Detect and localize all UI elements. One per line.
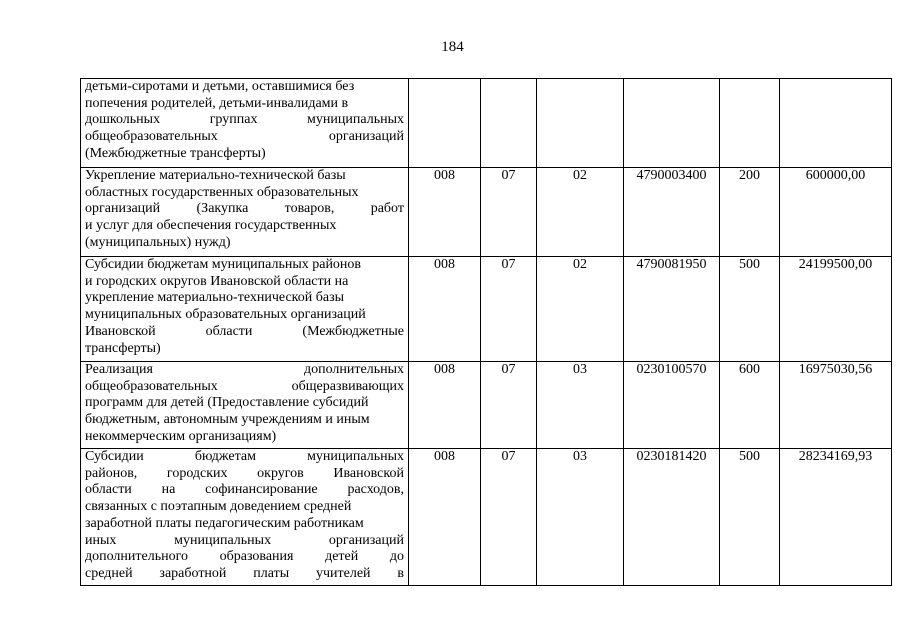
- description-word: работ: [370, 201, 404, 217]
- description-word: области: [85, 482, 132, 498]
- description-word: организаций: [328, 129, 404, 145]
- description-word: общеобразовательных: [85, 378, 218, 394]
- cell-ved: 008: [409, 257, 481, 362]
- budget-table: [80, 78, 892, 586]
- description-word: области: [205, 323, 253, 339]
- description-word: общеобразовательных: [85, 129, 218, 145]
- cell-subsection: 02: [537, 168, 624, 257]
- description-line: [85, 482, 404, 499]
- description-word: иных: [85, 532, 117, 548]
- description-word: на: [161, 482, 176, 498]
- description-word: товаров,: [284, 201, 335, 217]
- description-line: трансферты): [85, 340, 161, 356]
- cell-description: [81, 257, 409, 362]
- description-word: дополнительного: [85, 549, 188, 565]
- cell-description: [81, 449, 409, 586]
- description-word: Субсидии: [85, 449, 144, 464]
- table-row: [81, 79, 892, 168]
- cell-description: [81, 362, 409, 449]
- cell-amount: 16975030,56: [780, 362, 892, 449]
- cell-target-article: 4790081950: [624, 257, 720, 362]
- cell-amount: 600000,00: [780, 168, 892, 257]
- description-line: муниципальных образовательных организаций: [85, 307, 366, 323]
- description-line: областных государственных образовательных: [85, 184, 359, 200]
- description-word: (Межбюджетные: [302, 323, 404, 339]
- description-line: [85, 324, 404, 341]
- description-line: Укрепление материально-технической базы: [85, 168, 346, 183]
- description-line: и услуг для обеспечения государственных: [85, 218, 337, 234]
- description-word: софинансирование: [205, 482, 318, 498]
- cell-expense-type: 200: [720, 168, 780, 257]
- description-line: заработной платы педагогическим работникам: [85, 515, 364, 531]
- description-line: программ для детей (Предоставление субсидий: [85, 395, 369, 411]
- cell-ved: 008: [409, 168, 481, 257]
- cell-expense-type: [720, 79, 780, 168]
- cell-section: 07: [481, 449, 537, 586]
- description-line: укрепление материально-технической базы: [85, 290, 345, 306]
- table-row: [81, 257, 892, 362]
- description-word: дошкольных: [85, 112, 161, 128]
- description-line: [85, 533, 404, 550]
- cell-target-article: 0230181420: [624, 449, 720, 586]
- description-word: средней: [85, 565, 133, 581]
- description-word: Ивановской: [333, 465, 404, 481]
- cell-expense-type: 500: [720, 257, 780, 362]
- cell-target-article: 0230100570: [624, 362, 720, 449]
- description-line: попечения родителей, детьми-инвалидами в: [85, 95, 349, 111]
- cell-description: [81, 168, 409, 257]
- description-word: платы: [253, 565, 290, 581]
- cell-target-article: [624, 79, 720, 168]
- description-word: расходов,: [347, 482, 404, 498]
- description-line: некоммерческим организациям): [85, 428, 277, 444]
- description-word: дополнительных: [303, 362, 404, 377]
- description-line: и городских округов Ивановской области на: [85, 273, 349, 289]
- cell-section: 07: [481, 362, 537, 449]
- description-line: (муниципальных) нужд): [85, 234, 231, 250]
- description-word: организаций: [328, 532, 404, 548]
- table-row: [81, 449, 892, 586]
- cell-amount: 24199500,00: [780, 257, 892, 362]
- cell-expense-type: 600: [720, 362, 780, 449]
- description-word: муниципальных: [307, 449, 404, 464]
- description-word: округов: [257, 465, 304, 481]
- description-word: заработной: [159, 565, 227, 581]
- description-word: бюджетам: [194, 449, 256, 464]
- cell-amount: [780, 79, 892, 168]
- table-row: [81, 168, 892, 257]
- description-line: [85, 549, 404, 566]
- description-word: организаций: [85, 201, 161, 217]
- description-line: связанных с поэтапным доведением средней: [85, 499, 352, 515]
- description-word: детей: [325, 549, 359, 565]
- description-word: учителей: [315, 565, 371, 581]
- description-word: муниципальных: [307, 112, 404, 128]
- cell-section: 07: [481, 257, 537, 362]
- description-line: [85, 566, 404, 583]
- cell-expense-type: 500: [720, 449, 780, 586]
- cell-subsection: 03: [537, 449, 624, 586]
- description-word: образования: [219, 549, 294, 565]
- description-word: общеразвивающих: [291, 378, 404, 394]
- description-line: [85, 112, 404, 129]
- cell-target-article: 4790003400: [624, 168, 720, 257]
- cell-subsection: [537, 79, 624, 168]
- description-line: [85, 449, 404, 466]
- description-line: [85, 129, 404, 146]
- table-body: [81, 79, 892, 586]
- description-word: группах: [209, 112, 258, 128]
- page-number: 184: [441, 39, 464, 55]
- cell-section: [481, 79, 537, 168]
- description-line: [85, 201, 404, 218]
- description-word: Ивановской: [85, 323, 156, 339]
- cell-ved: [409, 79, 481, 168]
- cell-subsection: 03: [537, 362, 624, 449]
- description-line: Субсидии бюджетам муниципальных районов: [85, 257, 362, 272]
- description-word: (Закупка: [196, 201, 249, 217]
- description-line: детьми-сиротами и детьми, оставшимися без: [85, 79, 355, 94]
- cell-amount: 28234169,93: [780, 449, 892, 586]
- cell-ved: 008: [409, 362, 481, 449]
- description-line: (Межбюджетные трансферты): [85, 145, 266, 161]
- table-row: [81, 362, 892, 449]
- description-word: до: [389, 549, 404, 565]
- description-word: в: [397, 565, 404, 581]
- cell-section: 07: [481, 168, 537, 257]
- description-word: городских: [166, 465, 228, 481]
- description-line: бюджетным, автономным учреждениям и иным: [85, 412, 370, 428]
- cell-ved: 008: [409, 449, 481, 586]
- description-line: [85, 466, 404, 483]
- description-line: [85, 379, 404, 396]
- description-word: районов,: [85, 465, 138, 481]
- description-word: муниципальных: [174, 532, 272, 548]
- description-word: Реализация: [85, 362, 153, 377]
- cell-description: [81, 79, 409, 168]
- cell-subsection: 02: [537, 257, 624, 362]
- description-line: [85, 362, 404, 379]
